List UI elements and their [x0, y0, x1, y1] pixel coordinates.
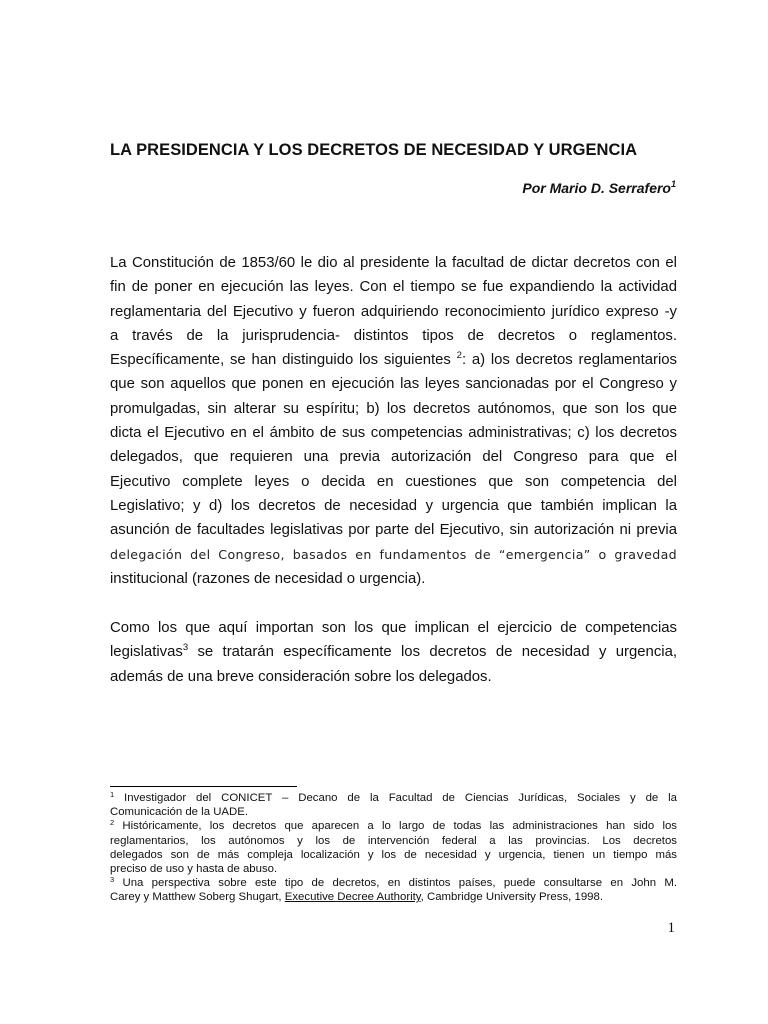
text-segment: , Cambridge University Press, 1998. — [420, 891, 603, 904]
page-number: 1 — [667, 920, 675, 936]
text-line: fin de poner en ejecución las leyes. Con el tiempo se fue expandiendo la actividad — [110, 279, 677, 296]
footnote-ref-1: 1 — [670, 179, 676, 189]
text-line: delegados, que requieren una previa autorización del Congreso para que el — [110, 449, 677, 466]
text-line — [110, 348, 677, 372]
text-line — [110, 640, 677, 664]
text-line: delegación del Congreso, basados en fundamentos de “emergencia” o gravedad — [110, 546, 677, 562]
text-line: Como los que aquí importan son los que implican el ejercicio de competencias — [110, 620, 677, 636]
text-segment: se tratarán específicamente los decretos de necesidad y urgencia, — [188, 644, 677, 661]
text-line: Ejecutivo complete leyes o decida en cuestiones que son competencia del — [110, 473, 677, 490]
footnote-line: delegados son de más compleja localización y los de necesidad y urgencia, tienen un tiempo más — [110, 848, 677, 861]
text-line: dicta el Ejecutivo en el ámbito de sus competencias administrativas; c) los decretos — [110, 425, 677, 442]
body-paragraph-1 — [110, 251, 677, 591]
text-segment: Una perspectiva sobre este tipo de decretos, en distintos países, puede consultarse en John M. — [114, 877, 677, 890]
page-title: LA PRESIDENCIA Y LOS DECRETOS DE NECESIDAD Y URGENCIA — [110, 141, 638, 159]
footnote-ref-3: 3 — [182, 642, 189, 654]
footnote-line — [110, 819, 677, 833]
footnote-ref-2: 2 — [456, 350, 462, 362]
text-segment: Históricamente, los decretos que aparecen a lo largo de todas las administraciones han sido los — [114, 820, 677, 833]
text-line: La Constitución de 1853/60 le dio al presidente la facultad de dictar decretos con el — [110, 255, 677, 271]
footnote-line — [110, 890, 677, 904]
footnote-line: Comunicación de la UADE. — [110, 806, 249, 819]
text-segment: : a) los decretos reglamentarios — [461, 352, 677, 369]
footnote-marker-2: 2 — [110, 818, 115, 828]
text-line: a través de la jurisprudencia- distintos tipos de decretos o reglamentos. — [110, 327, 677, 344]
text-segment: Investigador del CONICET – Decano de la Facultad de Ciencias Jurídicas, Sociales y de la — [114, 792, 677, 804]
footnote-line — [110, 791, 677, 805]
text-segment: Carey y Matthew Soberg Shugart, — [110, 891, 285, 904]
text-line: asunción de facultades legislativas por parte del Ejecutivo, sin autorización ni previa — [110, 522, 677, 539]
text-line: además de una breve consideración sobre los delegados. — [110, 668, 492, 685]
text-segment: Específicamente, se han distinguido los siguientes — [110, 352, 451, 369]
footnote-line: reglamentarios, los autónomos y los de intervención federal a las provincias. Los decretos — [110, 834, 677, 847]
text-line: promulgadas, sin alterar su espíritu; b) los decretos autónomos, que son los que — [110, 400, 677, 417]
text-line: reglamentaria del Ejecutivo y fueron adquiriendo reconocimiento jurídico expreso -y — [110, 303, 677, 320]
footnote-separator — [110, 786, 297, 787]
footnote-marker-3: 3 — [110, 875, 115, 885]
author-byline — [522, 180, 676, 196]
author-name: Por Mario D. Serrafero — [522, 180, 671, 196]
footnote-line — [110, 876, 677, 890]
text-line: que son aquellos que ponen en ejecución las leyes sancionadas por el Congreso y — [110, 376, 677, 393]
book-title: Executive Decree Authority — [284, 891, 421, 904]
footnotes — [110, 791, 677, 905]
text-segment: legislativas — [110, 644, 183, 661]
footnote-line: preciso de uso y hasta de abuso. — [110, 862, 278, 875]
text-line: Legislativo; y d) los decretos de necesidad y urgencia que también implican la — [110, 497, 677, 514]
body-paragraph-2 — [110, 616, 677, 689]
footnote-marker-1: 1 — [110, 790, 115, 799]
text-line: institucional (razones de necesidad o urgencia). — [110, 570, 426, 587]
